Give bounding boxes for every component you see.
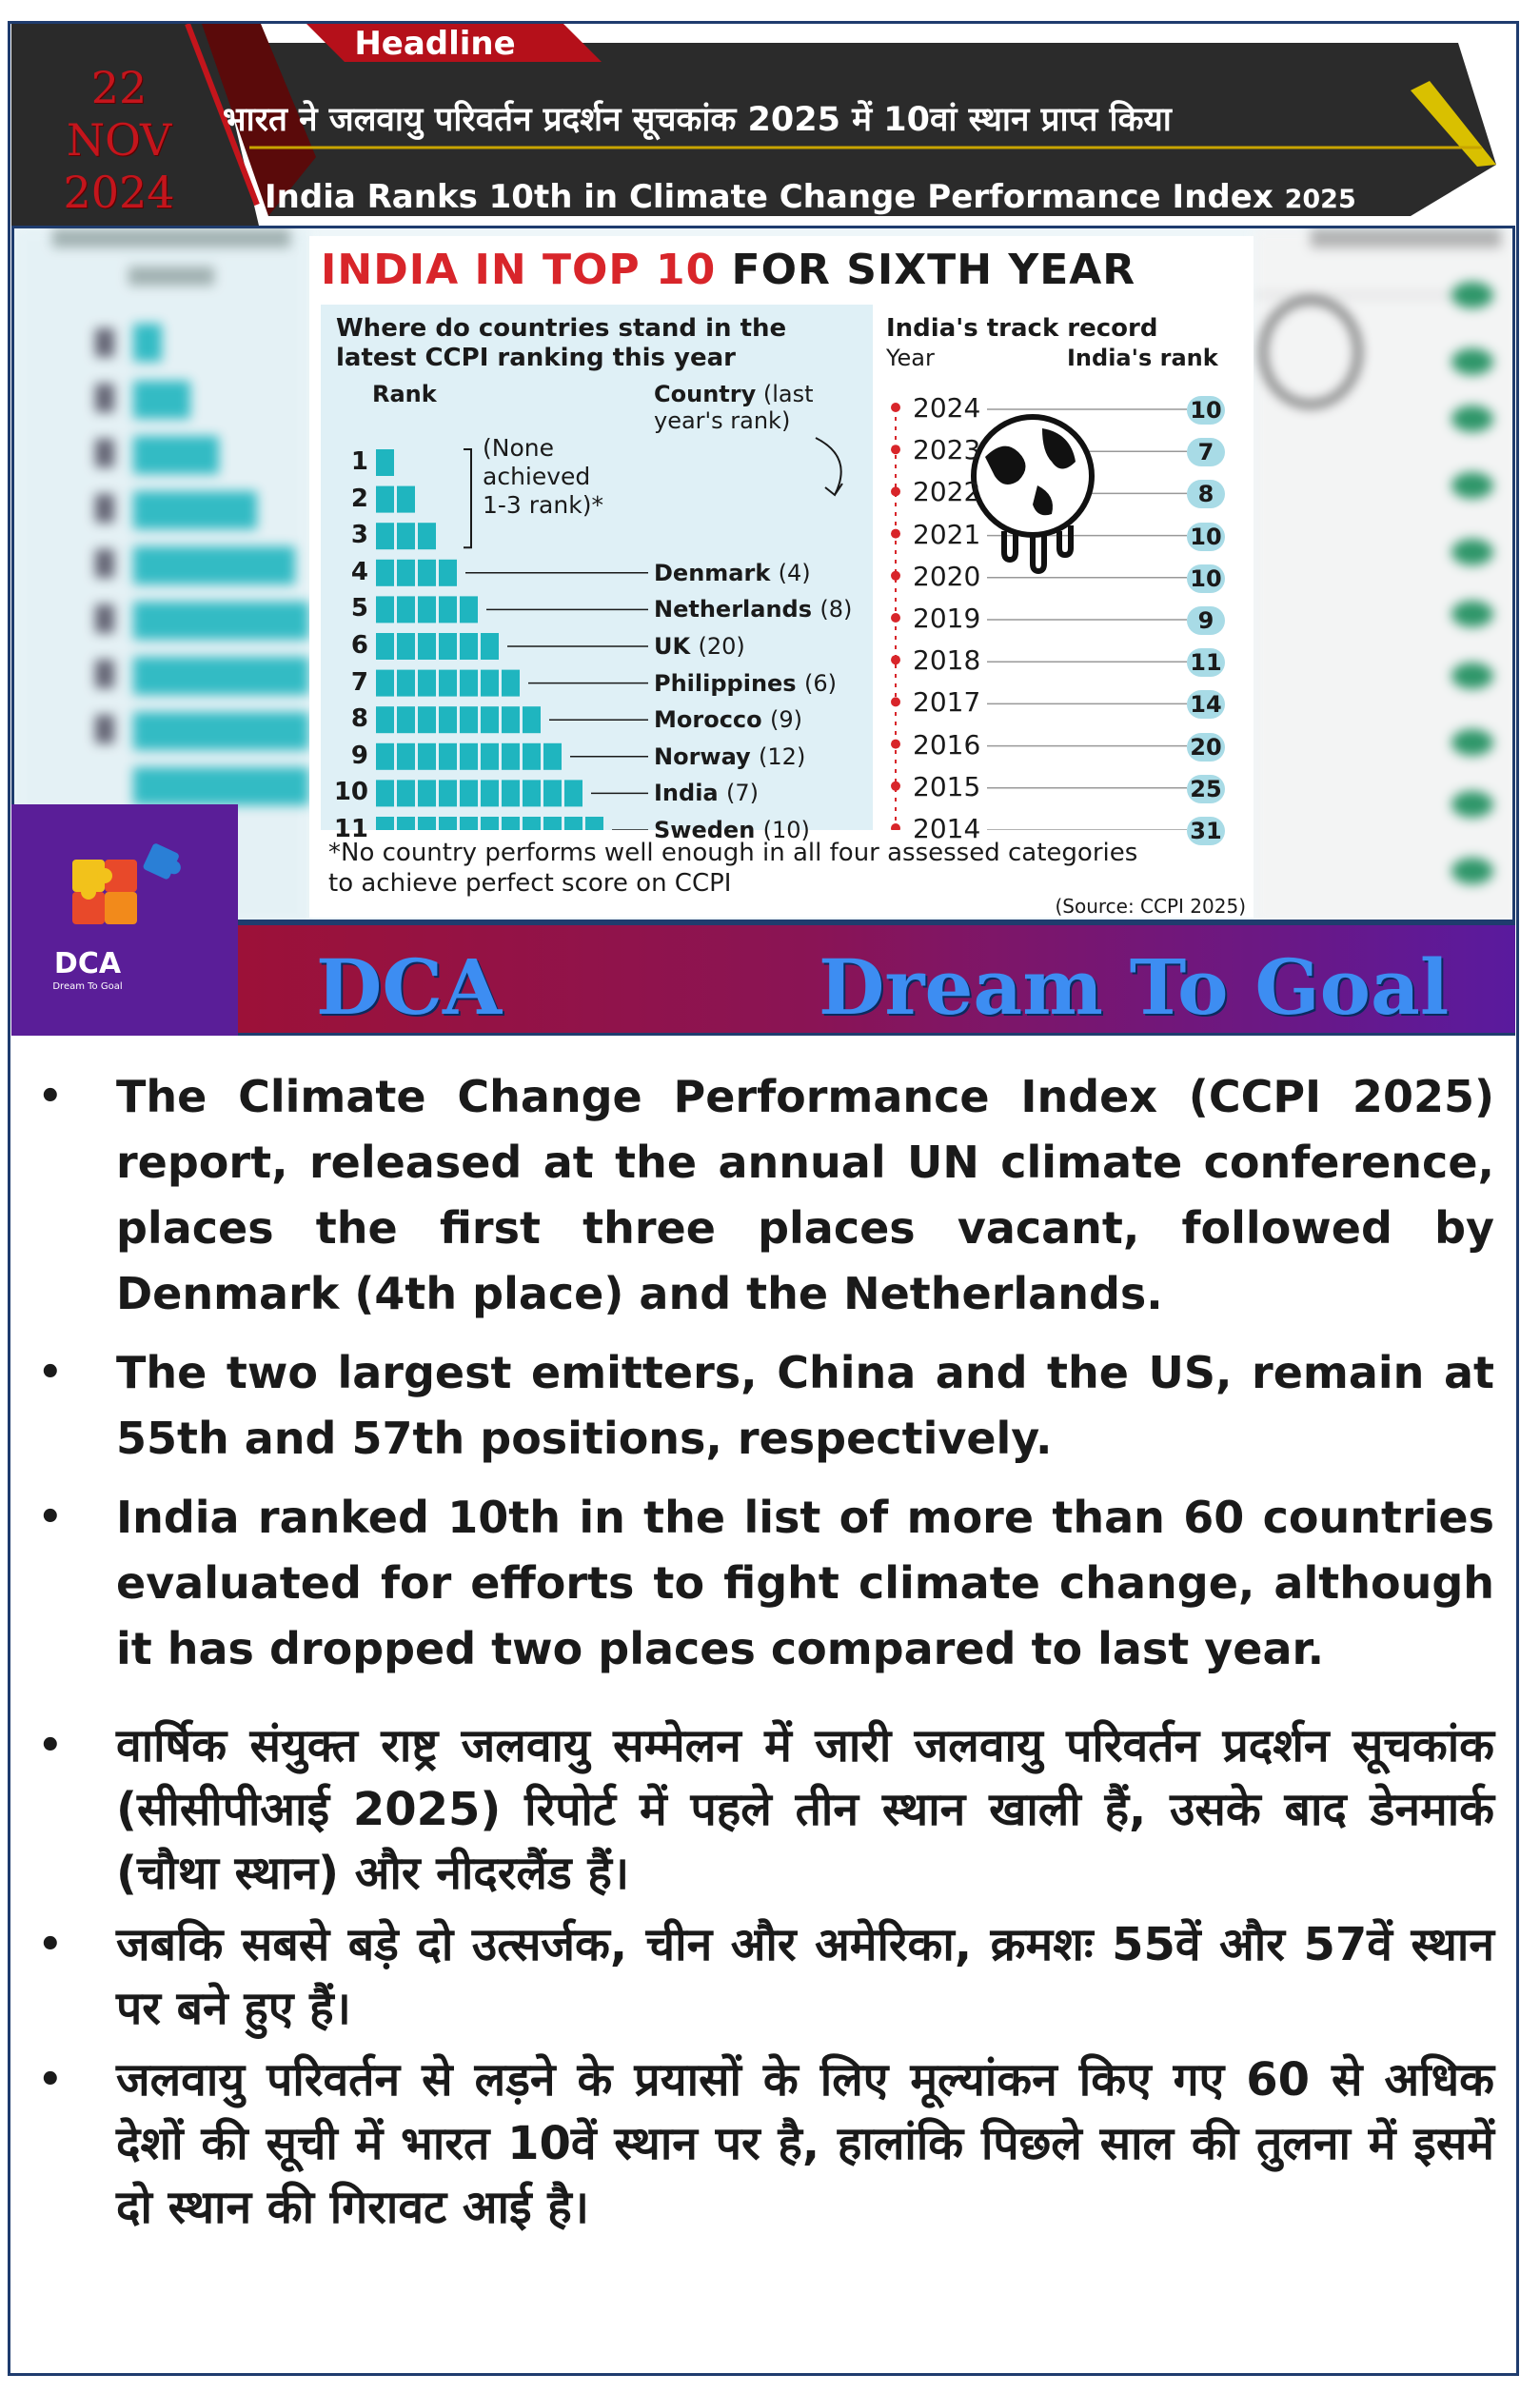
bullet-dot: • — [38, 1724, 63, 1768]
rank-bar-square — [460, 706, 478, 733]
bullet-en-2 — [29, 1340, 1494, 1472]
rank-bar-square — [481, 743, 499, 770]
bullet-hi-2-text: जबकि सबसे बड़े दो उत्सर्जक, चीन और अमेरिका, क्रमशः 55वें और 57वें स्थान पर बने हुए हैं। — [116, 1918, 1494, 2035]
rank-column-label: Rank — [372, 381, 437, 407]
bullet-hi-2 — [29, 1913, 1494, 2041]
footnote-line-2: to achieve perfect score on CCPI — [328, 869, 732, 898]
bullet-dot: • — [38, 2058, 63, 2102]
footnote — [328, 838, 1137, 899]
rank-bar-square — [397, 486, 415, 513]
rank-bar-square — [397, 706, 415, 733]
footnote-line-1: *No country performs well enough in all four assessed categories — [328, 839, 1138, 867]
brand-band-tagline: Dream To Goal — [819, 942, 1450, 1032]
track-india-rank: 10 — [1187, 396, 1225, 425]
rank-bar-square — [376, 486, 394, 513]
rank-bar-square — [543, 743, 562, 770]
rank-bar-square — [523, 817, 541, 830]
rank-number: 5 — [350, 594, 368, 623]
track-dot — [891, 486, 900, 496]
track-india-rank: 20 — [1187, 733, 1225, 762]
rank-bar-square — [418, 633, 436, 660]
rank-bar-square — [523, 743, 541, 770]
rank-bar-square — [418, 706, 436, 733]
ranking-panel — [321, 305, 873, 843]
rank-bar-square — [376, 670, 394, 697]
track-year: 2021 — [913, 518, 981, 550]
bullet-hi-3-text: जलवायु परिवर्तन से लड़ने के प्रयासों के लिए मूल्यांकन किए गए 60 से अधिक देशों की सूची में भारत 10वें स्थान पर है, हालांकि पिछले साल की तुलना में इसमें दो स्थान की गिरावट आई है। — [116, 2053, 1494, 2234]
rank-number: 1 — [350, 447, 368, 476]
rank-bar-square — [439, 670, 457, 697]
rank-bar-square — [460, 743, 478, 770]
rank-number: 4 — [350, 557, 368, 586]
dca-logo — [11, 804, 238, 1036]
date-block — [29, 62, 209, 219]
track-india-rank: 10 — [1187, 523, 1225, 551]
country-label-bold: Country — [654, 381, 757, 407]
track-year: 2014 — [913, 813, 981, 844]
track-record-heading: India's track record — [886, 314, 1158, 343]
rank-bar-square — [376, 706, 394, 733]
melting-globe-icon — [974, 417, 1092, 571]
country-last-year-rank: (4) — [778, 559, 811, 586]
rank-bar-square — [376, 817, 394, 830]
rank-number: 6 — [350, 631, 368, 660]
track-year: 2019 — [913, 603, 981, 634]
track-year: 2015 — [913, 770, 981, 802]
rank-bar-square — [460, 670, 478, 697]
rank-bar-square — [481, 633, 499, 660]
date-day: 22 — [90, 62, 148, 113]
rank-bar-square — [397, 743, 415, 770]
rank-number: 11 — [333, 815, 368, 843]
rank-bar-square — [397, 523, 415, 549]
track-india-rank: 14 — [1187, 690, 1225, 719]
rank-bar-square — [439, 780, 457, 806]
rank-bar-square — [502, 743, 520, 770]
track-year: 2023 — [913, 434, 981, 466]
brand-band-dca: DCA — [316, 942, 503, 1032]
rank-bar-square — [543, 780, 562, 806]
infographic-title — [321, 246, 1135, 294]
none-note-line-3: 1-3 rank)* — [483, 491, 603, 519]
country-name: Sweden (10) — [654, 817, 810, 843]
country-last-year-rank: (20) — [698, 633, 745, 660]
track-dot — [891, 571, 900, 581]
track-india-rank: 7 — [1187, 438, 1225, 466]
track-year: 2024 — [913, 392, 981, 424]
headline-english-year: 2025 — [1284, 185, 1356, 214]
rank-bar-square — [376, 449, 394, 476]
infographic-card — [309, 236, 1254, 918]
country-name: Norway (12) — [654, 742, 806, 770]
bullet-hi-1 — [29, 1714, 1494, 1906]
rank-bar-square — [585, 817, 603, 830]
track-india-rank: 25 — [1187, 775, 1225, 803]
rank-bar-square — [376, 596, 394, 623]
bullet-hi-3 — [29, 2048, 1494, 2240]
rank-bar-square — [481, 670, 499, 697]
rank-bar-square — [397, 670, 415, 697]
rank-bar-square — [397, 560, 415, 586]
track-dot — [891, 613, 900, 623]
rank-bar-square — [564, 817, 582, 830]
year-column-label: Year — [886, 345, 935, 371]
rank-bar-square — [418, 596, 436, 623]
puzzle-icon — [11, 804, 238, 947]
country-last-year-rank: (12) — [759, 742, 806, 770]
track-dot — [891, 740, 900, 749]
date-month: NOV — [66, 114, 172, 166]
bullet-en-3 — [29, 1485, 1494, 1682]
bullet-en-2-text: The two largest emitters, China and the US, remain at 55th and 57th positions, respectively. — [116, 1347, 1494, 1464]
rank-bar-square — [418, 817, 436, 830]
headline-english — [265, 178, 1407, 216]
infographic-title-red: INDIA IN TOP 10 — [321, 246, 717, 294]
rank-bar-square — [418, 560, 436, 586]
track-dot — [891, 697, 900, 706]
track-dot — [891, 529, 900, 539]
dca-logo-text: DCA — [53, 947, 122, 980]
track-year: 2020 — [913, 560, 981, 592]
rank-bar-square — [543, 817, 562, 830]
rank-number: 3 — [350, 521, 368, 550]
rank-bar-square — [376, 523, 394, 549]
headline-banner — [11, 24, 1515, 226]
rank-bar-square — [376, 780, 394, 806]
track-india-rank: 9 — [1187, 606, 1225, 635]
rank-bar-square — [439, 743, 457, 770]
rank-bar-square — [564, 780, 582, 806]
country-name: Netherlands (8) — [654, 596, 853, 623]
rank-bar-square — [397, 780, 415, 806]
rank-bar-square — [397, 596, 415, 623]
country-last-year-rank: (6) — [803, 669, 837, 697]
track-record-panel — [880, 305, 1242, 844]
country-name: Morocco (9) — [654, 706, 802, 734]
rank-bar-square — [502, 780, 520, 806]
bullet-hi-1-text: वार्षिक संयुक्त राष्ट्र जलवायु सम्मेलन में जारी जलवायु परिवर्तन प्रदर्शन सूचकांक (सीसीपीआई 2025) रिपोर्ट में पहले तीन स्थान खाली हैं, उसके बाद डेनमार्क (चौथा स्थान) और नीदरलैंड हैं। — [116, 1719, 1494, 1900]
rank-number: 7 — [350, 667, 368, 697]
rank-bar-square — [460, 596, 478, 623]
track-year: 2017 — [913, 686, 981, 719]
country-label-line-2: year's rank) — [654, 407, 791, 434]
dca-logo-subtext: Dream To Goal — [52, 981, 123, 992]
country-last-year-rank: (10) — [762, 817, 810, 843]
rank-bar-square — [481, 817, 499, 830]
bullet-dot: • — [38, 1495, 63, 1539]
rank-number: 10 — [333, 778, 368, 807]
rank-bar-square — [376, 633, 394, 660]
rank-bar-square — [418, 670, 436, 697]
rank-bar-square — [523, 706, 541, 733]
pointer-arrow — [816, 438, 842, 495]
rank-bar-square — [502, 706, 520, 733]
bullet-dot: • — [38, 1923, 63, 1967]
blurred-background-right — [1254, 228, 1515, 922]
country-name: UK (20) — [654, 633, 745, 660]
track-year: 2018 — [913, 644, 981, 677]
none-note-line-2: achieved — [483, 463, 591, 490]
rank-number: 2 — [350, 484, 368, 513]
bullet-en-1 — [29, 1064, 1494, 1327]
rank-bar-square — [502, 670, 520, 697]
none-note-line-1: (None — [483, 434, 554, 462]
rank-bar-square — [418, 523, 436, 549]
rank-bar-square — [418, 743, 436, 770]
brand-band — [238, 922, 1515, 1036]
country-label-rest: (last — [762, 381, 814, 407]
article-bullets — [29, 1064, 1494, 2247]
rank-bar-square — [376, 743, 394, 770]
country-name: India (7) — [654, 780, 759, 807]
headline-hindi: भारत ने जलवायु परिवर्तन प्रदर्शन सूचकांक 2025 में 10वां स्थान प्राप्त किया — [223, 101, 1172, 139]
country-name: Denmark (4) — [654, 559, 811, 586]
source-note: (Source: CCPI 2025) — [1055, 895, 1246, 918]
rank-bar-square — [460, 633, 478, 660]
track-dot — [891, 655, 900, 664]
track-india-rank: 8 — [1187, 480, 1225, 508]
track-dot — [891, 403, 900, 412]
bullet-en-1-text: The Climate Change Performance Index (CCPI 2025) report, released at the annual UN climate conference, places the first three places vacant, followed by Denmark (4th place) and the Netherlands. — [116, 1071, 1494, 1319]
rank-bar-square — [439, 817, 457, 830]
bullet-dot: • — [38, 1351, 63, 1395]
rank-bar-square — [460, 817, 478, 830]
track-india-rank: 10 — [1187, 564, 1225, 593]
track-dot — [891, 782, 900, 791]
track-year: 2016 — [913, 728, 981, 761]
track-dot — [891, 445, 900, 454]
track-year: 2022 — [913, 476, 981, 508]
rank-bar-square — [439, 706, 457, 733]
rank-number: 8 — [350, 704, 368, 734]
ranking-heading-line-2: latest CCPI ranking this year — [336, 344, 736, 372]
rank-bar-square — [397, 817, 415, 830]
country-name: Philippines (6) — [654, 669, 837, 697]
bullet-dot: • — [38, 1075, 63, 1118]
infographic-title-dark: FOR SIXTH YEAR — [731, 246, 1136, 294]
headline-english-text: India Ranks 10th in Climate Change Performance Index — [265, 178, 1273, 216]
headline-tag: Headline — [354, 25, 516, 63]
rank-bar-square — [418, 780, 436, 806]
rank-bar-square — [439, 560, 457, 586]
ranking-heading-line-1: Where do countries stand in the — [336, 314, 787, 343]
track-india-rank: 11 — [1187, 648, 1225, 677]
rank-bar-square — [481, 706, 499, 733]
country-last-year-rank: (9) — [770, 706, 802, 734]
rank-bar-square — [523, 780, 541, 806]
rank-number: 9 — [350, 741, 368, 770]
rank-bar-square — [502, 817, 520, 830]
rank-bar-square — [397, 633, 415, 660]
india-rank-column-label: India's rank — [1067, 345, 1218, 371]
rank-bar-square — [439, 633, 457, 660]
track-india-rank: 31 — [1187, 817, 1225, 845]
date-year: 2024 — [63, 167, 175, 218]
track-dot — [891, 823, 900, 830]
rank-bar-square — [481, 780, 499, 806]
rank-bar-square — [376, 560, 394, 586]
country-last-year-rank: (8) — [819, 596, 853, 623]
none-achieved-bracket — [464, 449, 471, 547]
rank-bar-square — [460, 780, 478, 806]
bullet-en-3-text: India ranked 10th in the list of more than 60 countries evaluated for efforts to fight climate change, although it has dropped two places compared to last year. — [116, 1492, 1494, 1674]
rank-bar-square — [439, 596, 457, 623]
country-last-year-rank: (7) — [725, 780, 759, 807]
